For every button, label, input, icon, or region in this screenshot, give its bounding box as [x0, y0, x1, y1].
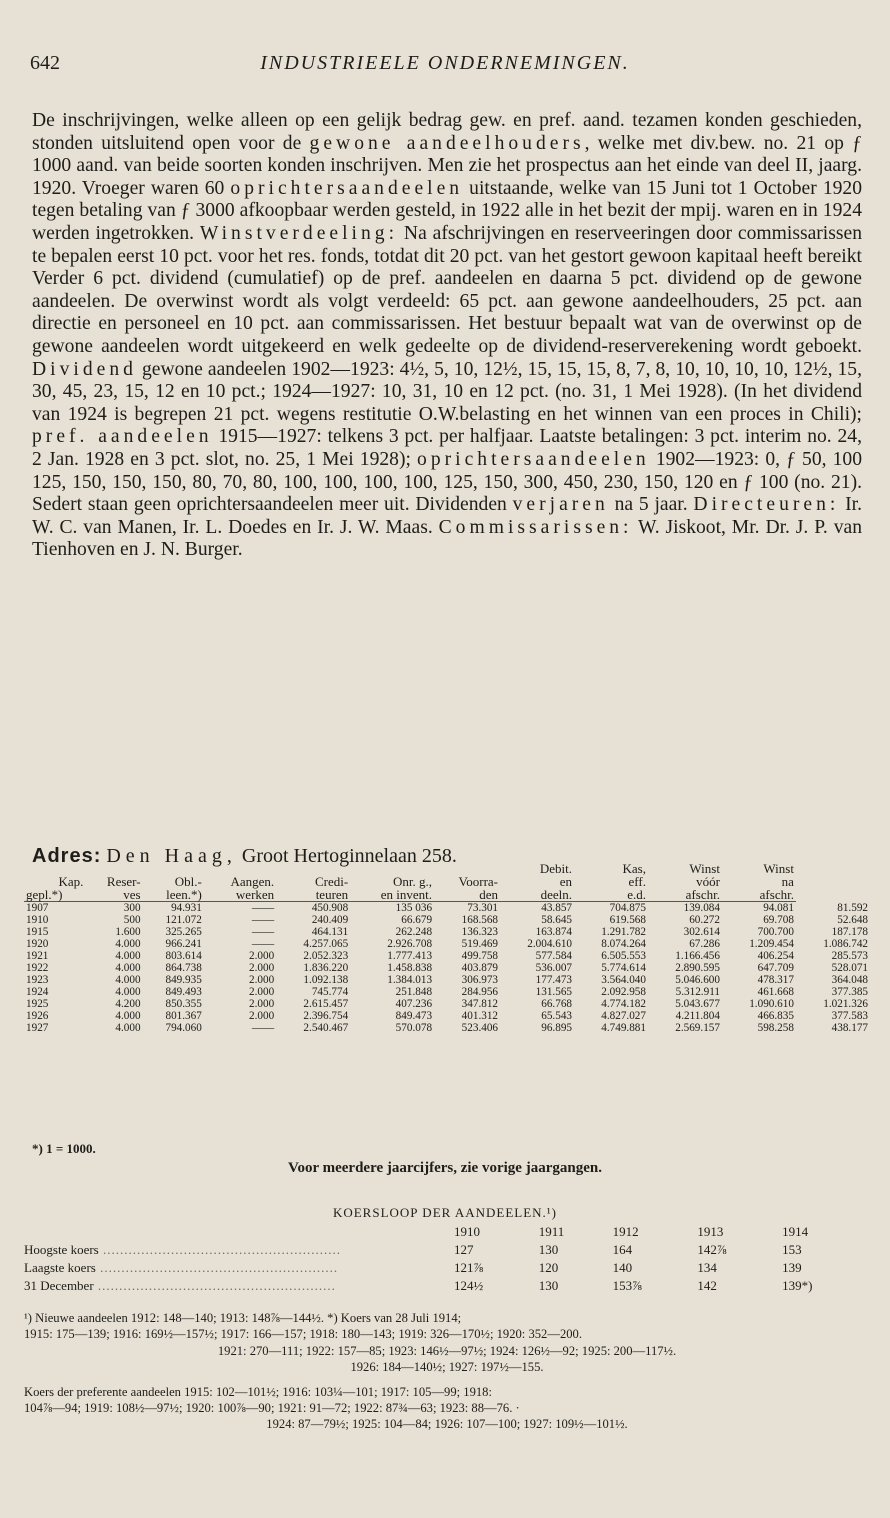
koers-value: 130: [538, 1242, 559, 1257]
year-cell: 1910: [26, 914, 49, 926]
col-header: Obl.-: [174, 874, 202, 889]
table-cell: 864.738: [165, 962, 202, 974]
table-cell: 1.384.013: [387, 974, 433, 986]
table-cell: 407.236: [395, 998, 433, 1010]
table-cell: 66.679: [401, 914, 433, 926]
col-header: deeln.: [500, 888, 574, 902]
table-row: [24, 986, 870, 998]
leader-dots: ........................................................: [93, 1278, 336, 1293]
table-cell: 139.084: [683, 902, 720, 914]
table-cell: 4.000: [115, 974, 141, 986]
koers-row-dec: [24, 1277, 870, 1295]
table-cell: 284.956: [461, 986, 499, 998]
table-footnote: *) 1 = 1000.: [32, 1141, 96, 1156]
year-cell: 1926: [26, 1010, 49, 1022]
table-cell: 849.493: [165, 986, 202, 998]
table-cell: 96.895: [541, 1022, 572, 1034]
address-street: Groot Hertoginnelaan 258.: [241, 845, 457, 867]
address-city: Den Haag,: [106, 845, 237, 867]
koers-value: 140: [612, 1260, 633, 1275]
text-run: , welke met div.bew. no. 21 op ƒ 1000 aand. van beide soorten konden inschrijven. Men zie het prospectus aan het einde van deel II, jaarg. 1920. Vroeger waren 60: [32, 132, 863, 199]
year-cell: 1920: [26, 938, 49, 950]
table-cell: 1.166.456: [675, 950, 720, 962]
footnote-line: 1915: 175—139; 1916: 169½—157½; 1917: 166—157; 1918: 180—143; 1919: 326—170½; 1920: 352—200.: [24, 1327, 582, 1342]
table-cell: 306.973: [461, 974, 499, 986]
table-row: [24, 1022, 870, 1034]
year-header: 1913: [697, 1224, 724, 1239]
table-cell: 121.072: [165, 914, 202, 926]
year-header: 1914: [782, 1224, 809, 1239]
table-cell: 464.131: [311, 926, 349, 938]
table-cell: 401.312: [461, 1010, 499, 1022]
table-cell: ——: [251, 914, 275, 926]
spaced-term: Dividend: [32, 358, 137, 380]
table-cell: 1.458.838: [387, 962, 433, 974]
text-run: De inschrijvingen, welke alleen op een gelijk bedrag gew. en pref. aand. tezamen konden geschieden, stonden uitsluitend open voor de: [32, 110, 862, 154]
table-cell: 619.568: [609, 914, 646, 926]
table-header-bottom: [24, 888, 870, 902]
table-cell: 94.931: [171, 902, 202, 914]
table-row: [24, 962, 870, 974]
table-cell: 4.000: [115, 962, 141, 974]
table-cell: 528.071: [831, 962, 868, 974]
table-cell: 4.749.881: [601, 1022, 646, 1034]
table-cell: 66.768: [541, 998, 572, 1010]
table-cell: 1.209.454: [749, 938, 794, 950]
text-run: Na afschrijvingen en reserveeringen door commissarissen te bepalen eerst 10 pct. voor het res. fonds, totdat dit 20 pct. van het gestort gewoon kapitaal heeft bereikt Verder 6 pct. dividend (cumulatief) op de pref. aandeelen en daarna 5 pct. dividend op de gewone aandeelen. De overwinst wordt als volgt verdeeld: 65 pct. aan gewone aandeelhouders, 25 pct. aan directie en personeel en 10 pct. aan commissarissen. Het bestuur bepaalt wat van de overwinst op de gewone aandeelen wordt uitgekeerd en welk gedeelte op de dividend-reserverekening wordt geboekt.: [32, 222, 862, 357]
table-cell: 52.648: [837, 914, 868, 926]
col-header: gepl.*): [24, 888, 85, 902]
table-header-mid: [24, 875, 870, 888]
leader-dots: ........................................................: [98, 1242, 341, 1257]
table-cell: 2.000: [249, 974, 275, 986]
col-header: eff.: [628, 874, 646, 889]
col-header: na: [781, 874, 794, 889]
table-cell: 377.385: [831, 986, 868, 998]
footnote-line: 1926: 184—140½; 1927: 197½—155.: [350, 1360, 544, 1375]
table-cell: 466.835: [757, 1010, 794, 1022]
text-run: 1915—1927: telkens 3 pct. per halfjaar. Laatste betalingen: 3 pct. interim no. 24, 2 Jan. 1928 en 3 pct. slot, no. 25, 1 Mei 1928);: [32, 426, 862, 470]
table-cell: 325.265: [165, 926, 202, 938]
table-cell: 251.848: [395, 986, 433, 998]
spaced-term: Winstverdeeling:: [199, 222, 399, 244]
pref-koers-line: 104⅞—94; 1919: 108½—97½; 1920: 100⅞—90; 1921: 91—72; 1922: 87¾—63; 1923: 88—76. ·: [24, 1401, 520, 1416]
table-row: [24, 914, 870, 926]
col-header: Debit.: [539, 861, 572, 876]
financial-table: [24, 862, 870, 1034]
table-row: [24, 902, 870, 915]
table-cell: 4.200: [115, 998, 141, 1010]
table-cell: 136.323: [461, 926, 499, 938]
row-label: Hoogste koers: [24, 1242, 99, 1257]
table-cell: 65.543: [541, 1010, 572, 1022]
table-cell: 4.211.804: [675, 1010, 720, 1022]
table-cell: 6.505.553: [601, 950, 646, 962]
table-cell: 94.081: [763, 902, 794, 914]
table-cell: 377.583: [831, 1010, 868, 1022]
koers-value: 153⅞: [612, 1278, 642, 1293]
table-cell: 849.935: [165, 974, 202, 986]
address-label: Adres:: [32, 845, 102, 867]
table-cell: 577.584: [535, 950, 572, 962]
table-row: [24, 998, 870, 1010]
table-cell: 60.272: [689, 914, 720, 926]
koers-value: 142: [697, 1278, 717, 1293]
koers-row-high: [24, 1241, 870, 1259]
table-cell: 43.857: [541, 902, 572, 914]
table-cell: 135 036: [395, 902, 433, 914]
koers-value: 153: [782, 1242, 802, 1257]
col-header: Winst: [689, 861, 720, 876]
koers-footnotes: [24, 1310, 870, 1433]
financial-table-body: [24, 902, 870, 1035]
col-header: afschr.: [722, 888, 796, 902]
koers-value: 130: [538, 1278, 559, 1293]
table-cell: 1.600: [115, 926, 141, 938]
table-cell: 4.827.027: [601, 1010, 646, 1022]
table-cell: 1.090.610: [749, 998, 794, 1010]
koers-value: 124½: [454, 1278, 484, 1293]
table-cell: 478.317: [757, 974, 794, 986]
col-header: leen.*): [143, 888, 204, 902]
year-cell: 1924: [26, 986, 49, 998]
table-cell: 262.248: [395, 926, 433, 938]
table-cell: 4.000: [115, 986, 141, 998]
table-cell: 1.021.326: [823, 998, 868, 1010]
year-cell: 1921: [26, 950, 49, 962]
col-header: Onr. g.,: [393, 874, 433, 889]
table-cell: 598.258: [757, 1022, 794, 1034]
koers-value: 127: [454, 1242, 474, 1257]
table-cell: 406.254: [757, 950, 794, 962]
body-paragraph: [32, 110, 862, 562]
table-cell: 3.564.040: [601, 974, 646, 986]
table-row: [24, 974, 870, 986]
leader-dots: ........................................................: [95, 1260, 339, 1275]
koers-value: 121⅞: [454, 1260, 484, 1275]
year-cell: 1915: [26, 926, 49, 938]
row-label: Laagste koers: [24, 1260, 96, 1275]
table-cell: 1.291.782: [601, 926, 646, 938]
table-cell: 2.000: [249, 986, 275, 998]
table-cell: 302.614: [683, 926, 720, 938]
table-cell: 131.565: [535, 986, 572, 998]
text-run: W. Jiskoot, Mr. Dr. J. P. van Tienhoven en J. N. Burger.: [32, 516, 862, 561]
table-cell: 1.836.220: [303, 962, 349, 974]
footnote-line: ¹) Nieuwe aandeelen 1912: 148—140; 1913: 148⅞—144½. *) Koers van 28 Juli 1914;: [24, 1311, 462, 1325]
table-cell: 570.078: [395, 1022, 433, 1034]
table-cell: 67.286: [689, 938, 720, 950]
table-cell: 58.645: [541, 914, 572, 926]
table-cell: 519.469: [461, 938, 499, 950]
table-cell: 2.926.708: [387, 938, 433, 950]
koers-title: KOERSLOOP DER AANDEELEN.¹): [332, 1205, 558, 1220]
table-cell: 461.668: [757, 986, 794, 998]
table-cell: 187.178: [831, 926, 868, 938]
table-cell: 285.573: [831, 950, 868, 962]
pref-koers-line: Koers der preferente aandeelen 1915: 102—101½; 1916: 103¼—101; 1917: 105—99; 1918:: [24, 1384, 492, 1399]
spaced-term: verjaren: [512, 494, 609, 516]
koers-value: 139*): [782, 1278, 813, 1293]
table-cell: 4.774.182: [601, 998, 646, 1010]
table-cell: 794.060: [165, 1022, 202, 1034]
table-cell: 2.000: [249, 998, 275, 1010]
year-header: 1912: [612, 1224, 639, 1239]
koers-value: 134: [697, 1260, 717, 1275]
table-cell: 2.052.323: [303, 950, 349, 962]
col-header: Aangen.: [230, 874, 275, 889]
table-cell: 8.074.264: [601, 938, 646, 950]
year-cell: 1907: [26, 902, 49, 914]
col-header: en: [559, 874, 572, 889]
koers-value: 142⅞: [697, 1242, 727, 1257]
table-cell: 438.177: [831, 1022, 868, 1034]
table-cell: 523.406: [461, 1022, 499, 1034]
koers-table: [24, 1223, 870, 1295]
koers-value: 139: [782, 1260, 802, 1275]
col-header: afschr.: [648, 888, 722, 902]
table-cell: 4.000: [115, 938, 141, 950]
table-cell: 364.048: [831, 974, 868, 986]
table-cell: 803.614: [165, 950, 202, 962]
table-cell: ——: [251, 938, 275, 950]
table-cell: 4.000: [115, 1010, 141, 1022]
spaced-term: gewone aandeelhouders: [309, 132, 585, 154]
page-header: [30, 52, 860, 82]
col-header: teuren: [276, 888, 350, 902]
col-header: Winst: [763, 861, 794, 876]
text-run: Ir. W. C. van Manen, Ir. L. Doedes en Ir. J. W. Maas.: [32, 494, 862, 538]
table-cell: 2.004.610: [527, 938, 572, 950]
table-cell: 1.092.138: [303, 974, 349, 986]
koers-row-low: [24, 1259, 870, 1277]
year-header: 1911: [538, 1224, 565, 1239]
year-cell: 1925: [26, 998, 49, 1010]
table-cell: 966.241: [165, 938, 202, 950]
table-cell: 4.000: [115, 1022, 141, 1034]
table-cell: 850.355: [165, 998, 202, 1010]
col-header: Reser-: [106, 874, 141, 889]
text-run: uitstaande, welke van 15 Juni tot 1 October 1920 tegen betaling van ƒ 3000 afkoopbaar werden gesteld, in 1922 alle in het bezit der mpij. waren en in 1924 werden ingetrokken.: [32, 177, 863, 244]
table-cell: 2.890.595: [675, 962, 720, 974]
table-cell: 69.708: [763, 914, 794, 926]
table-cell: 2.540.467: [303, 1022, 349, 1034]
row-label: 31 December: [24, 1278, 94, 1293]
spaced-term: oprichtersaandeelen: [230, 177, 464, 199]
table-cell: 2.000: [249, 962, 275, 974]
table-cell: 168.568: [461, 914, 499, 926]
table-cell: 2.092.958: [601, 986, 646, 998]
table-cell: 1.086.742: [823, 938, 868, 950]
col-header: den: [434, 888, 500, 902]
table-cell: ——: [251, 902, 275, 914]
col-header: e.d.: [574, 888, 648, 902]
table-cell: 499.758: [461, 950, 499, 962]
spaced-term: pref. aandeelen: [32, 426, 213, 448]
col-header: Credi-: [314, 874, 349, 889]
col-header: werken: [204, 888, 276, 902]
col-header: en invent.: [350, 888, 434, 902]
table-cell: ——: [251, 926, 275, 938]
running-title: INDUSTRIEELE ONDERNEMINGEN.: [260, 52, 630, 74]
table-row: [24, 950, 870, 962]
text-run: na 5 jaar.: [608, 494, 694, 516]
table-cell: 5.043.677: [675, 998, 720, 1010]
koers-value: 120: [538, 1260, 559, 1275]
table-cell: 300: [123, 902, 141, 914]
table-cell: 745.774: [311, 986, 349, 998]
table-cell: 5.774.614: [601, 962, 646, 974]
table-cell: 801.367: [165, 1010, 202, 1022]
table-cell: 704.875: [609, 902, 646, 914]
table-cell: 347.812: [461, 998, 499, 1010]
table-cell: 536.007: [535, 962, 572, 974]
table-header-top: [24, 862, 870, 875]
table-cell: 2.000: [249, 1010, 275, 1022]
spaced-term: Commissarissen:: [438, 516, 633, 538]
table-cell: 177.473: [535, 974, 572, 986]
table-row: [24, 938, 870, 950]
col-header: vóór: [696, 874, 720, 889]
text-run: 1902—1923: 0, ƒ 50, 100 125, 150, 150, 150, 80, 70, 80, 100, 100, 100, 100, 125, 150, 300, 450, 230, 150, 120 en ƒ 100 (no. 21). Sedert staan geen oprichtersaandeelen meer uit. Dividenden: [32, 448, 863, 516]
table-cell: 5.046.600: [675, 974, 720, 986]
table-cell: 2.396.754: [303, 1010, 349, 1022]
koers-value: 164: [612, 1242, 633, 1257]
col-header: Voorra-: [458, 874, 499, 889]
spaced-term: Directeuren:: [693, 494, 840, 516]
footnote-line: 1921: 270—111; 1922: 157—85; 1923: 146½—97½; 1924: 126½—92; 1925: 200—117½.: [217, 1343, 677, 1358]
table-cell: 700.700: [757, 926, 794, 938]
year-cell: 1922: [26, 962, 49, 974]
col-header: Kap.: [58, 874, 84, 889]
table-cell: ——: [251, 1022, 275, 1034]
text-run: gewone aandeelen 1902—1923: 4½, 5, 10, 12½, 15, 15, 15, 8, 7, 8, 10, 10, 10, 10, 12½, 15, 30, 45, 23, 15, 12 en 10 pct.; 1924—1927: 10, 31, 10 en 12 pct. (no. 31, 1 Mei 1928). (In het dividend van 1924 is begrepen 21 pct. wegens restitutie O.W.belasting en het winnen van een proces in Chili);: [32, 358, 862, 425]
table-cell: 5.312.911: [675, 986, 720, 998]
col-header: Kas,: [622, 861, 646, 876]
year-header: 1910: [454, 1224, 480, 1239]
year-cell: 1927: [26, 1022, 49, 1034]
table-cell: 240.409: [311, 914, 349, 926]
table-cell: 2.000: [249, 950, 275, 962]
table-cell: 450.908: [311, 902, 349, 914]
col-header: ves: [85, 888, 142, 902]
table-cell: 647.709: [757, 962, 794, 974]
table-row: [24, 926, 870, 938]
koers-year-row: [24, 1223, 870, 1241]
pref-koers-line: 1924: 87—79½; 1925: 104—84; 1926: 107—100; 1927: 109½—101½.: [266, 1417, 628, 1432]
table-cell: 81.592: [837, 901, 868, 914]
table-cell: 4.257.065: [303, 938, 349, 950]
table-cell: 4.000: [115, 950, 141, 962]
table-cell: 73.301: [467, 902, 499, 914]
page-number: 642: [30, 52, 60, 74]
table-cell: 403.879: [461, 962, 499, 974]
table-cell: 2.615.457: [303, 998, 349, 1010]
table-row: [24, 1010, 870, 1022]
table-cell: 849.473: [395, 1010, 433, 1022]
year-cell: 1923: [26, 974, 49, 986]
spaced-term: oprichtersaandeelen: [417, 448, 650, 470]
table-cell: 1.777.413: [387, 950, 433, 962]
table-cell: 2.569.157: [675, 1022, 720, 1034]
table-cell: 500: [123, 914, 141, 926]
reference-note: Voor meerdere jaarcijfers, zie vorige jaargangen.: [288, 1160, 602, 1176]
table-cell: 163.874: [535, 926, 572, 938]
